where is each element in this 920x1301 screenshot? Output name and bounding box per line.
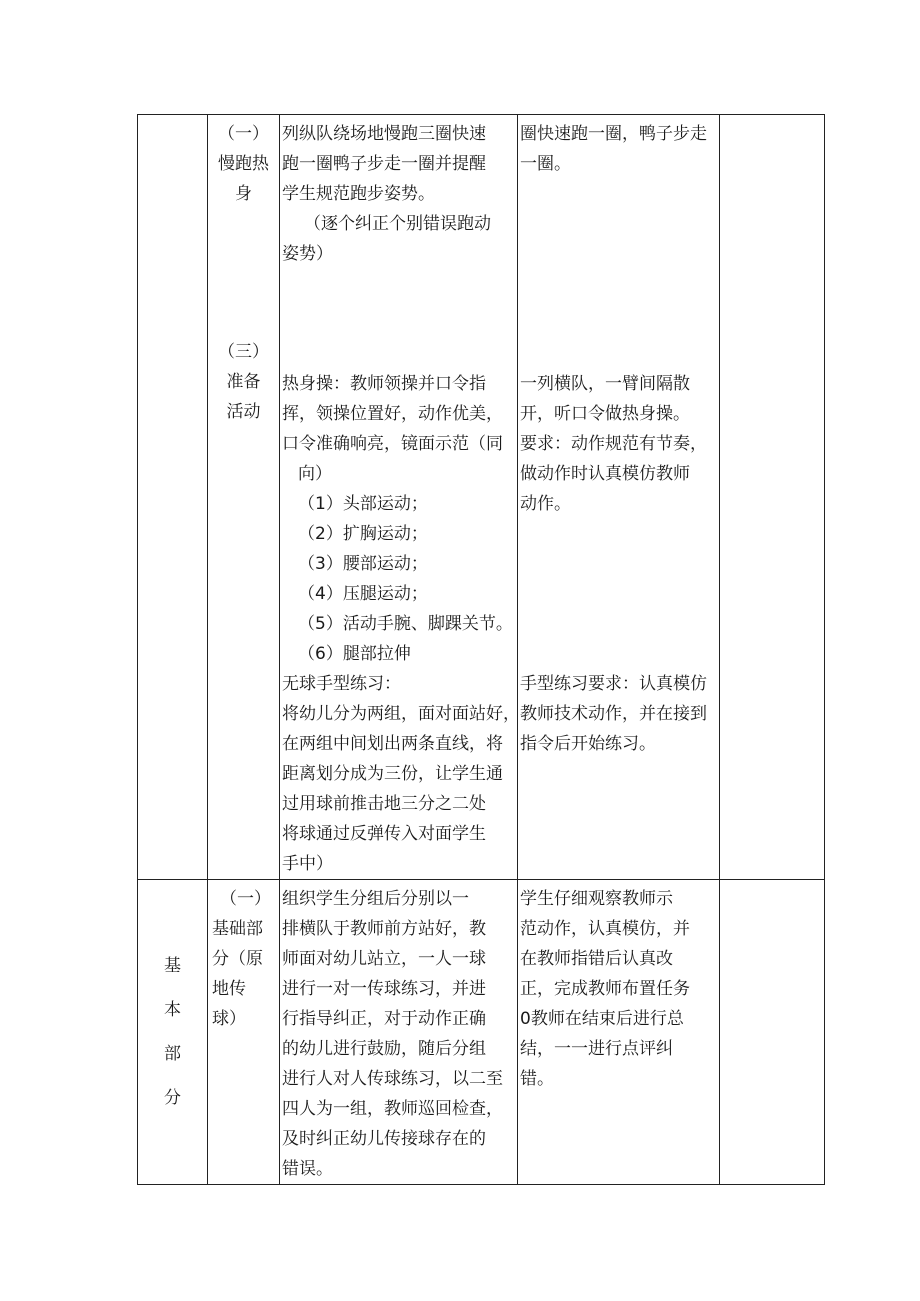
content-line: 手中） [282,854,333,874]
sub-title-line: 基础部 [212,919,263,939]
sub-title-line: 活动 [226,402,261,422]
student-line: 教师技术动作，并在接到 [520,704,707,724]
sub-title-cell [208,115,280,880]
content-line: （3）腰部运动； [298,554,428,574]
section-label-char: 部 [164,1044,181,1064]
content-line: （2）扩胸运动； [298,524,428,544]
content-line: （5）活动手腕、脚踝关节。 [298,614,513,634]
content-line: 的幼儿进行鼓励，随后分组 [282,1039,486,1059]
sub-title-prep [208,333,279,427]
student-line: 错。 [520,1069,554,1089]
content-line: 热身操：教师领操并口令指 [282,374,486,394]
content-line: 进行一对一传球练习，并进 [282,979,486,999]
content-line: 向） [298,464,332,484]
section-label-char: 基 [164,956,181,976]
content-line: 将球通过反弹传入对面学生 [282,824,486,844]
sub-title-line: 分（原 [212,949,263,969]
content-basic-pass [280,880,517,1184]
content-line: 将幼儿分为两组，面对面站好， [282,704,520,724]
student-line: 0教师在结束后进行总 [520,1009,684,1029]
sub-title-cell [208,880,280,1185]
student-line: 手型练习要求：认真模仿 [520,674,707,694]
notes-cell [720,880,825,1185]
content-line: 在两组中间划出两条直线，将 [282,734,503,754]
content-jog [280,115,517,269]
content-line: （6）腿部拉伸 [298,644,411,664]
lesson-plan-table [137,114,825,1185]
section-cell [138,115,208,880]
content-line: （1）头部运动； [298,494,428,514]
content-line: 排横队于教师前方站好，教 [282,919,486,939]
student-line: 动作。 [520,494,571,514]
content-line: 挥，领操位置好，动作优美， [282,404,503,424]
student-line: 正，完成教师布置任务 [520,979,690,999]
sub-title-line: 准备 [226,372,261,392]
sub-title-jog [208,115,279,209]
student-line: 做动作时认真模仿教师 [520,464,690,484]
student-line: 要求：动作规范有节奏， [520,434,707,454]
student-line: 学生仔细观察教师示 [520,889,673,909]
content-line: 学生规范跑步姿势。 [282,184,435,204]
sub-title-line: 地传 [212,979,246,999]
table-row [138,880,825,1185]
sub-title-line: （三） [218,342,269,362]
sub-title-line: （一） [218,124,269,144]
content-line: 列纵队绕场地慢跑三圈快速 [282,124,486,144]
section-label-char: 本 [164,1000,181,1020]
content-line: 跑一圈鸭子步走一圈并提醒 [282,154,486,174]
table-row [138,115,825,880]
notes-cell [720,115,825,880]
student-line: 一圈。 [520,154,571,174]
content-line: （逐个纠正个别错误跑动 [304,214,491,234]
student-line: 一列横队，一臂间隔散 [520,374,690,394]
sub-title-line: 身 [235,184,252,204]
content-line: 无球手型练习： [282,674,401,694]
section-label-char: 分 [164,1088,181,1108]
student-line: 在教师指错后认真改 [520,949,673,969]
content-line: 及时纠正幼儿传接球存在的 [282,1129,486,1149]
content-line: 师面对幼儿站立，一人一球 [282,949,486,969]
student-activity-cell [518,115,720,880]
content-line: 过用球前推击地三分之二处 [282,794,486,814]
content-line: 错误。 [282,1159,333,1179]
content-line: 进行人对人传球练习，以二至 [282,1069,503,1089]
student-line: 开，听口令做热身操。 [520,404,690,424]
sub-title-basic-pass [208,880,279,1034]
student-line: 结，一一进行点评纠 [520,1039,673,1059]
student-line: 指令后开始练习。 [520,734,656,754]
content-line: 姿势） [282,244,333,264]
student-jog [518,115,719,179]
content-line: （4）压腿运动； [298,584,428,604]
sub-title-line: 慢跑热 [218,154,269,174]
content-prep [280,365,520,879]
sub-title-line: 球） [212,1009,246,1029]
student-prep [518,365,719,759]
section-label-basic [138,880,208,1185]
student-line: 范动作，认真模仿，并 [520,919,690,939]
content-line: 行指导纠正，对于动作正确 [282,1009,486,1029]
student-line: 圈快速跑一圈，鸭子步走 [520,124,707,144]
student-basic-pass [518,880,719,1094]
teacher-content-cell [280,880,518,1185]
content-line: 组织学生分组后分别以一 [282,889,469,909]
teacher-content-cell [280,115,518,880]
sub-title-line: （一） [220,889,271,909]
student-activity-cell [518,880,720,1185]
content-line: 距离划分成为三份，让学生通 [282,764,503,784]
content-line: 口令准确响亮，镜面示范（同 [282,434,503,454]
content-line: 四人为一组，教师巡回检查， [282,1099,503,1119]
